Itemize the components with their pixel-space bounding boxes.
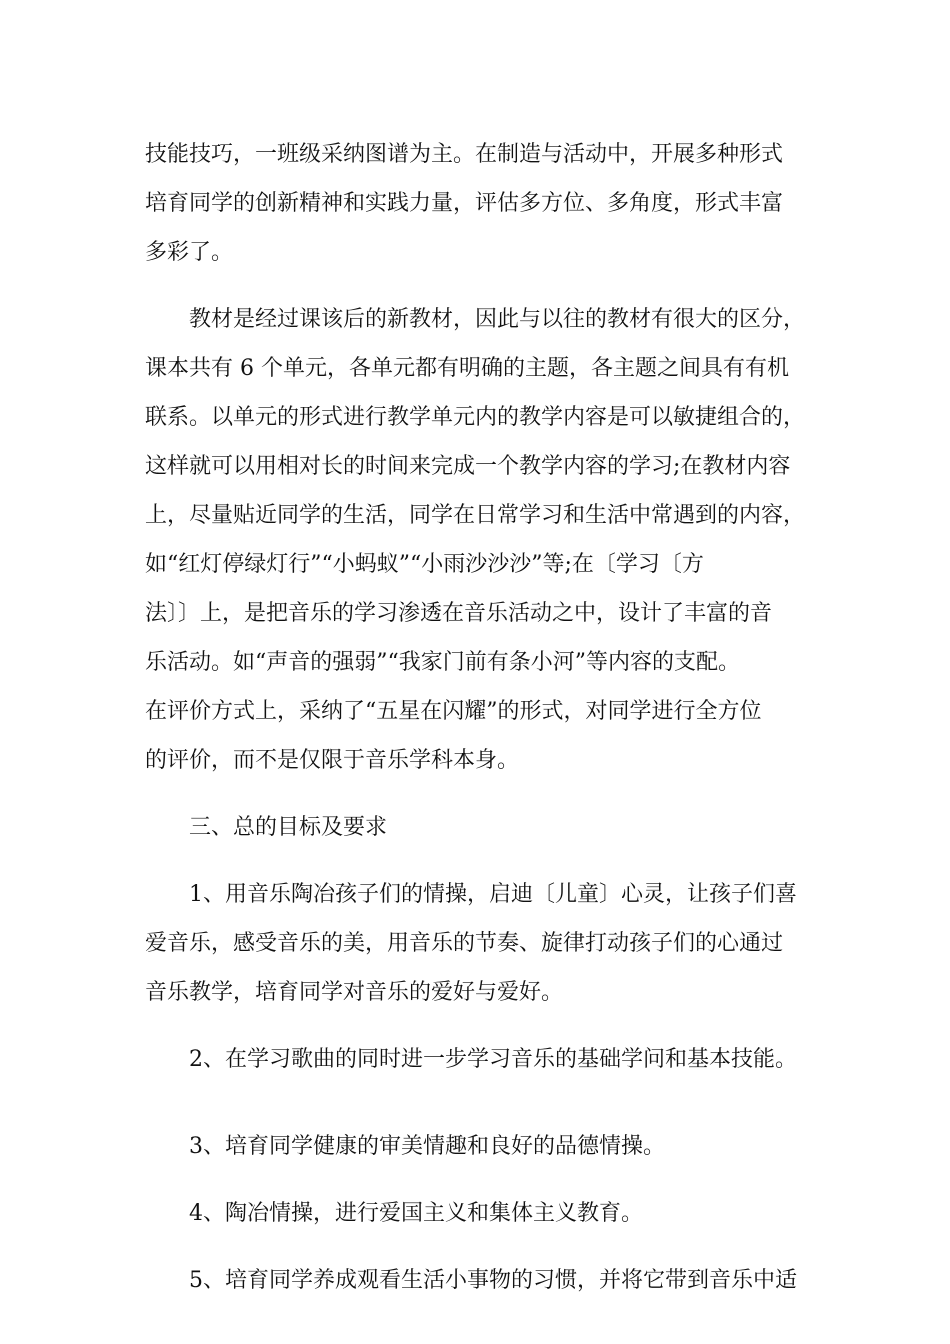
text-line: 3、培育同学健康的审美情趣和良好的品德情操。: [189, 1134, 665, 1159]
paragraph-textbook: [145, 295, 815, 785]
goal-item-5: [145, 1256, 815, 1305]
text-line: 课本共有 6 个单元，各单元都有明确的主题，各主题之间具有有机: [145, 356, 789, 381]
text-line: 的评价，而不是仅限于音乐学科本身。: [145, 748, 520, 773]
document-body: [145, 130, 815, 1305]
text-line: 音乐教学，培育同学对音乐的爱好与爱好。: [145, 980, 564, 1005]
section-heading: [145, 803, 815, 852]
heading-text: 三、总的目标及要求: [189, 815, 388, 840]
text-line: 联系。以单元的形式进行教学单元内的教学内容是可以敏捷组合的，: [145, 405, 806, 430]
paragraph-continuation: [145, 130, 815, 277]
text-line: 乐活动。如“声音的强弱”“我家门前有条小河”等内容的支配。: [145, 650, 740, 675]
text-line: 4、陶冶情操，进行爱国主义和集体主义教育。: [189, 1201, 643, 1226]
text-line: 上，尽量贴近同学的生活，同学在日常学习和生活中常遇到的内容，: [145, 503, 806, 528]
text-line: 技能技巧，一班级采纳图谱为主。在制造与活动中，开展多种形式: [145, 142, 784, 167]
text-line: 法〕〕上，是把音乐的学习渗透在音乐活动之中，设计了丰富的音: [145, 601, 773, 626]
text-line: 5、培育同学养成观看生活小事物的习惯，并将它带到音乐中适: [189, 1268, 797, 1293]
text-line: 教材是经过课该后的新教材，因此与以往的教材有很大的区分，: [189, 307, 806, 332]
text-line: 多彩了。: [145, 240, 234, 265]
text-line: 如“红灯停绿灯行”“小蚂蚁”“小雨沙沙沙”等;在〔学习〔方: [145, 552, 704, 577]
goal-item-4: [145, 1189, 815, 1238]
goal-item-3: [145, 1122, 815, 1171]
text-line: 1、用音乐陶冶孩子们的情操，启迪〔儿童〕心灵，让孩子们喜: [189, 882, 797, 907]
text-line: 2、在学习歌曲的同时进一步学习音乐的基础学问和基本技能。: [189, 1047, 797, 1072]
goal-item-2: [145, 1035, 815, 1084]
text-line: 在评价方式上，采纳了“五星在闪耀”的形式，对同学进行全方位: [145, 699, 762, 724]
text-line: 爱音乐，感受音乐的美，用音乐的节奏、旋律打动孩子们的心通过: [145, 931, 784, 956]
text-line: 这样就可以用相对长的时间来完成一个教学内容的学习;在教材内容: [145, 454, 791, 479]
goal-item-1: [145, 870, 815, 1017]
text-line: 培育同学的创新精神和实践力量，评估多方位、多角度，形式丰富: [145, 191, 784, 216]
